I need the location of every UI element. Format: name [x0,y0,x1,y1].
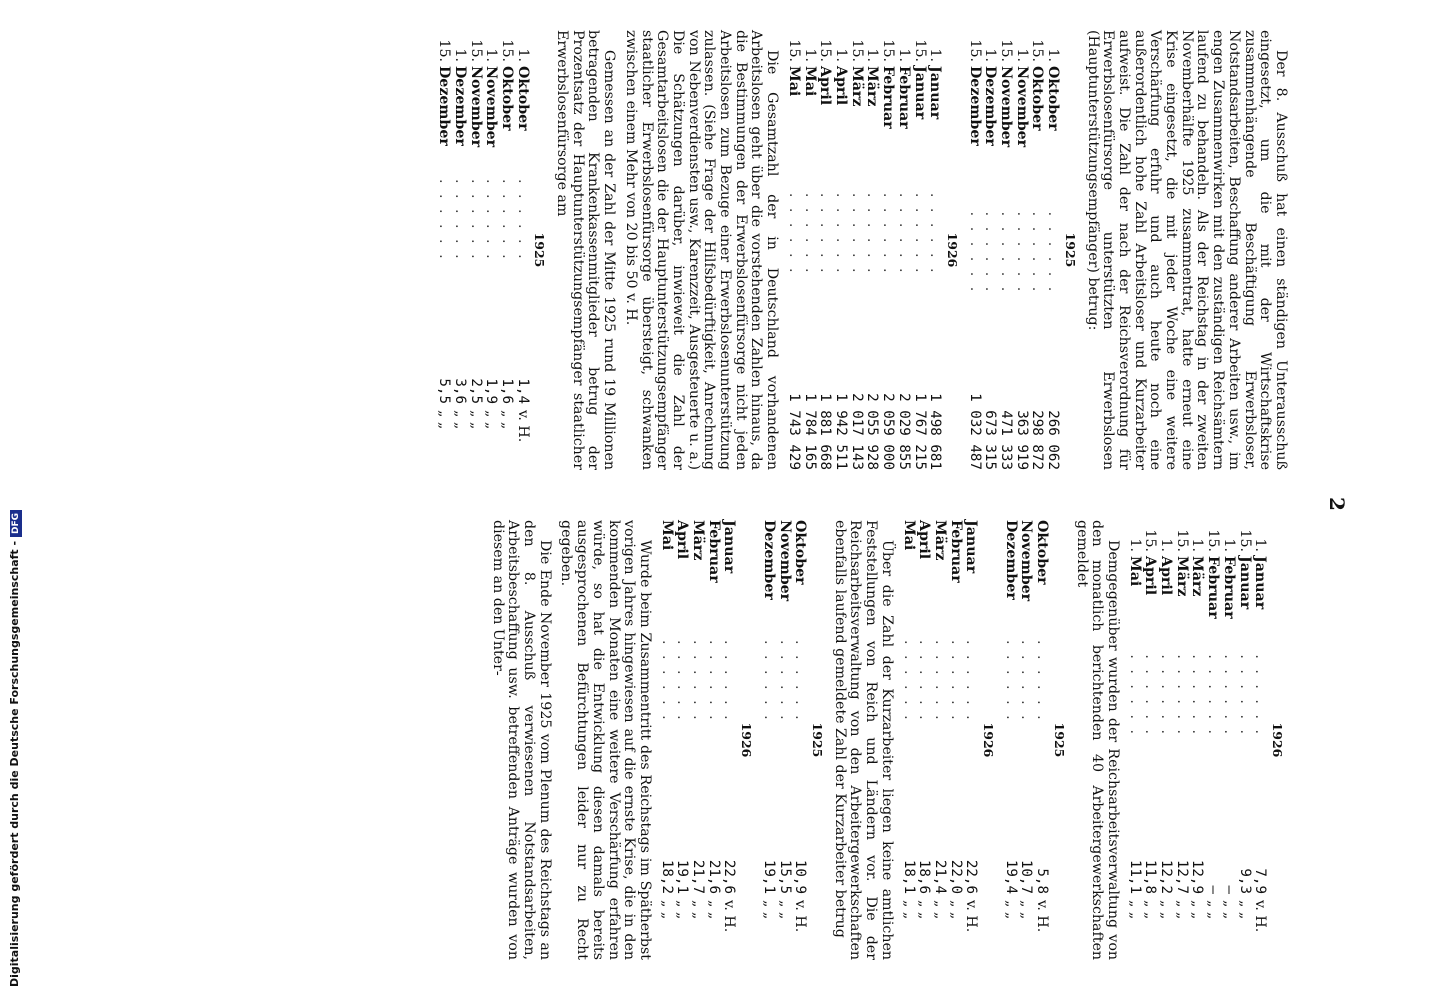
digitization-credit [8,512,22,987]
leader-dots: . . . . . . [467,178,484,262]
row-month: März [931,520,948,561]
row-unit: „ „ [436,410,453,430]
row-day: 1. [982,48,999,62]
row-month: April [1142,556,1159,596]
unemployed-table-1925 [966,30,1060,470]
row-month: November [483,66,500,148]
row-month: Oktober [1034,520,1051,585]
leader-dots: . . . . . . [1173,654,1190,737]
row-month: November [467,66,484,148]
row-value: 2 059 000 [880,393,897,470]
table-row [1018,520,1034,960]
year-heading: 1926 [944,232,960,268]
table-row [927,30,943,470]
leader-dots: . . . . . . [1018,640,1035,723]
left-column [429,30,1288,470]
table-row [997,30,1013,470]
leader-dots: . . . . . . [690,640,707,723]
row-value: 11,1 [1126,859,1143,894]
table-row [721,520,737,960]
page-number: 2 [1325,497,1349,511]
table-row [801,30,817,470]
row-unit: „ „ [1205,900,1222,920]
leader-dots: . . . . . . [947,640,964,723]
row-day: 15. [467,39,484,62]
row-value: 21,4 [931,859,948,894]
row-month: Februar [705,520,722,583]
table-row [1029,30,1045,470]
leader-dots: . . . . . . [1013,211,1030,295]
row-value: 18,6 [916,859,933,894]
row-month: Oktober [1045,66,1062,131]
row-value: 12,7 [1173,859,1190,894]
row-value: — [1205,885,1222,894]
row-month: Februar [1205,556,1222,619]
leader-dots: . . . . . . [911,192,928,276]
row-month: Mai [1126,556,1143,587]
leader-dots: . . . . . . [848,192,865,276]
row-month: Februar [880,66,897,129]
leader-dots: . . . . . . [998,211,1015,295]
row-month: März [690,520,707,561]
leader-dots: . . . . . . [792,640,809,723]
row-unit: „ „ [947,900,964,920]
row-day: 1. [1220,538,1237,552]
leader-dots: . . . . . . [760,640,777,723]
leader-dots: . . . . . . [1029,211,1046,295]
table-row [1044,30,1060,470]
row-unit: „ „ [1126,900,1143,920]
row-value: 22,6 [963,859,980,894]
row-day: 15. [911,39,928,62]
committee-paragraph: Die Ende November 1925 vom Plenum des Reichstags an den 8. Ausschuß verwiesenen Notstandsarbeiten, Arbeitsbeschaffung usw. betreffenden Anträge wurden von diesem an den Unter- [489,520,553,960]
intro-paragraph: Der 8. Ausschuß hat einen ständigen Unterausschuß eingesetzt, um die mit der Wirtschaftskrise zusammenhängende Beschäftigung Erwerbsloser, Notstandsarbeiten, Beschaffung anderer Arbeiten usw., im engen Zusammenwirken mit den zuständigen Reichsämtern laufend zu behandeln. Als der Reichstag in der zweiten Novemberhälfte 1925 zusammentrat, hatte erneut eine Krise eingesetzt, die mit jeder Woche eine weitere Verschärfung erfuhr und auch heute noch eine außerordentlich hohe Zahl Arbeitsloser und Kurzarbeiter aufweist. Die Zahl der nach der Reichsverordnung für Erwerbslosenfürsorge unterstützten Erwerbslosen (Hauptunterstützungsempfänger) betrug: [1084,30,1289,470]
table-row [483,30,499,470]
leader-dots: . . . . . . [498,178,515,262]
leader-dots: . . . . . . [1126,654,1143,737]
row-month: Dezember [760,520,777,600]
table-row [817,30,833,470]
row-value: 1 942 511 [833,393,850,470]
row-day: 1. [483,48,500,62]
leader-dots: . . . . . . [776,640,793,723]
row-month: Januar [927,66,944,120]
row-day: 15. [817,39,834,62]
row-unit: „ „ [1002,900,1019,920]
row-value: 3,6 [451,378,468,404]
leader-dots: . . . . . . [880,192,897,276]
row-unit: v. H. [514,410,531,443]
row-month: Februar [947,520,964,583]
row-unit: „ „ [498,410,515,430]
row-day: 15. [436,39,453,62]
row-value: 19,1 [674,859,691,894]
total-unemployed-paragraph: Die Gesamtzahl der in Deutschland vorhandenen Arbeitslosen geht über die vorstehenden Zahlen hinaus, da die Bestimmungen der Erwerbslosenfürsorge nicht jeden Arbeitslosen zum Bezuge einer Erwerbslosenunterstützung zulassen. (Siehe Frage der Hilfsbedürftigkeit, Anrechnung von Nebenverdiensten usw., Karenzzeit, Ausgesteuerte u. a.) Die Schätzungen darüber, inwieweit die Zahl der Gesamtarbeitslosen die der Hauptunterstützungsempfänger staatlicher Erwerbslosenfürsorge übersteigt, schwanken zwischen einem Mehr von 20 bis 50 v. H. [622,30,781,470]
leader-dots: . . . . . . [785,192,802,276]
table-row [1252,520,1268,960]
row-value: 19,4 [1002,859,1019,894]
row-month: April [817,66,834,106]
short-time-paragraph: Über die Zahl der Kurzarbeiter liegen keine amtlichen Feststellungen von Reich und Ländern vor. Die der Reichsarbeitsverwaltung von den Arbeitergewerkschaften ebenfalls laufend gemeldete Zahl der Kurzarbeiter betrug [831,520,895,960]
row-day: 15. [966,39,983,62]
row-day: 1. [1126,538,1143,552]
table-row [674,520,690,960]
row-unit: v. H. [721,900,738,933]
row-day: 15. [998,39,1015,62]
row-value: 1 784 165 [801,393,818,470]
row-month: April [833,66,850,106]
row-month: Dezember [1002,520,1019,600]
year-heading: 1926 [981,722,997,758]
row-value: 12,2 [1158,859,1175,894]
table-row [832,30,848,470]
row-unit: „ „ [1018,900,1035,920]
table-row [879,30,895,470]
leader-dots: . . . . . . [900,640,917,723]
leader-dots: . . . . . . [916,640,933,723]
unions-table-1925 [1002,520,1049,960]
table-row [1189,520,1205,960]
row-value: 21,7 [690,859,707,894]
row-value: 5,8 [1034,868,1051,894]
row-month: Dezember [966,66,983,146]
table-row [1002,520,1018,960]
table-row [1142,520,1158,960]
row-day: 15. [1142,529,1159,552]
row-month: November [1013,66,1030,148]
leader-dots: . . . . . . [1002,640,1019,723]
row-unit: „ „ [690,900,707,920]
row-unit: v. H. [1252,900,1269,933]
leader-dots: . . . . . . [927,192,944,276]
row-month: November [776,520,793,602]
year-heading: 1925 [1062,232,1078,268]
row-day: 1. [1189,538,1206,552]
table-row [916,520,932,960]
row-month: Dezember [982,66,999,146]
row-month: Februar [1220,556,1237,619]
row-value: 15,5 [776,859,793,894]
row-month: April [1158,556,1175,596]
row-month: März [848,66,865,107]
row-unit: „ „ [705,900,722,920]
row-value: 1,6 [498,378,515,404]
row-unit: „ „ [776,900,793,920]
leader-dots: . . . . . . [1142,654,1159,737]
row-day: 15. [785,39,802,62]
row-value: 19,1 [760,859,777,894]
row-month: März [864,66,881,107]
row-day: 1. [895,48,912,62]
row-month: Januar [1252,556,1269,610]
row-value: 1,4 [514,378,531,404]
row-value: 1 881 668 [817,393,834,470]
row-unit: „ „ [483,410,500,430]
row-month: März [1189,556,1206,597]
table-row [895,30,911,470]
leader-dots: . . . . . . [674,640,691,723]
row-value: — [1220,885,1237,894]
row-value: 18,2 [658,859,675,894]
row-value: 2 055 928 [864,393,881,470]
row-value: 1 498 681 [927,393,944,470]
row-month: Dezember [451,66,468,146]
leader-dots: . . . . . . [705,640,722,723]
row-month: Januar [911,66,928,120]
table-row [514,30,530,470]
percent-table-1925 [435,30,529,470]
unions-table-1926 [900,520,979,960]
row-month: Januar [963,520,980,574]
leader-dots: . . . . . . [658,640,675,723]
row-day: 15. [848,39,865,62]
row-day: 1. [451,48,468,62]
year-heading: 1926 [739,722,755,758]
row-month: Oktober [514,66,531,131]
leader-dots: . . . . . . [931,640,948,723]
row-month: Oktober [792,520,809,585]
row-day: 15. [880,39,897,62]
leader-dots: . . . . . . [963,640,980,723]
row-month: März [1173,556,1190,597]
row-value: 673 315 [982,410,999,470]
leader-dots: . . . . . . [833,192,850,276]
row-value: 298 872 [1029,410,1046,470]
row-day: 15. [1205,529,1222,552]
table-row [963,520,979,960]
row-day: 1. [514,48,531,62]
row-value: 1 743 429 [785,393,802,470]
leader-dots: . . . . . . [1034,640,1051,723]
table-row [451,30,467,470]
leader-dots: . . . . . . [1252,654,1269,737]
leader-dots: . . . . . . [1205,654,1222,737]
crisis-paragraph: Wurde beim Zusammentritt des Reichstags im Spätherbst vorigen Jahres hingewiesen auf die ernste Krise, die in den kommenden Monaten eine weitere Verschärfung erfahren würde, so hat die Entwicklung diesen damals bereits ausgesprochenen Befürchtungen leider nur zu Recht gegeben. [558,520,653,960]
leader-dots: . . . . . . [436,178,453,262]
row-day: 1. [864,48,881,62]
table-row [467,30,483,470]
table-row [982,30,998,470]
table-row [658,520,674,960]
row-value: 2 017 143 [848,393,865,470]
leader-dots: . . . . . . [817,192,834,276]
row-unit: „ „ [674,900,691,920]
row-unit: v. H. [792,900,809,933]
row-day: 15. [1173,529,1190,552]
row-unit: v. H. [963,900,980,933]
table-row [947,520,963,960]
row-unit: „ „ [1158,900,1175,920]
row-day: 1. [801,48,818,62]
leader-dots: . . . . . . [982,211,999,295]
row-unit: „ „ [900,900,917,920]
table-row [792,520,808,960]
leader-dots: . . . . . . [895,192,912,276]
row-unit: „ „ [1236,900,1253,920]
row-value: 7,9 [1252,868,1269,894]
table-row [1033,520,1049,960]
row-value: 21,6 [705,859,722,894]
row-unit: „ „ [451,410,468,430]
row-value: 1,9 [483,378,500,404]
row-value: 266 062 [1045,410,1062,470]
leader-dots: . . . . . . [1189,654,1206,737]
row-day: 1. [1013,48,1030,62]
row-day: 1. [1158,538,1175,552]
row-value: 363 919 [1013,410,1030,470]
table-row [1013,30,1029,470]
row-value: 18,1 [900,859,917,894]
table-row [1157,520,1173,960]
leader-dots: . . . . . . [1236,654,1253,737]
percent-table-1926 [1126,520,1267,960]
row-value: 471 333 [998,410,1015,470]
row-month: Mai [801,66,818,97]
row-month: Dezember [436,66,453,146]
table-row [931,520,947,960]
row-value: 1 767 215 [911,393,928,470]
row-unit: „ „ [658,900,675,920]
leader-dots: . . . . . . [1220,654,1237,737]
row-unit: „ „ [467,410,484,430]
table-row [966,30,982,470]
row-month: Februar [895,66,912,129]
year-heading: 1925 [810,722,826,758]
percentage-paragraph: Gemessen an der Zahl der Mitte 1925 rund 19 Millionen betragenden Krankenkassenmitglieder betrug der Prozentsatz der Hauptunterstützungsempfänger staatlicher Erwerbslosenfürsorge am [554,30,618,470]
leader-dots: . . . . . . [1158,654,1175,737]
row-unit: „ „ [1220,900,1237,920]
row-month: Januar [1236,556,1253,610]
row-month: Mai [900,520,917,551]
row-value: 22,6 [721,859,738,894]
unemployed-table-1926 [785,30,942,470]
row-unit: „ „ [1173,900,1190,920]
row-month: Oktober [1029,66,1046,131]
table-row [776,520,792,960]
row-unit: v. H. [1034,900,1051,933]
table-row [864,30,880,470]
leader-dots: . . . . . . [514,178,531,262]
table-row [1204,520,1220,960]
row-unit: „ „ [1142,900,1159,920]
table-row [689,520,705,960]
table-row [705,520,721,960]
right-column [483,520,1288,960]
table-row [785,30,801,470]
row-value: 10,7 [1018,859,1035,894]
table-row [1126,520,1142,960]
leader-dots: . . . . . . [483,178,500,262]
row-value: 1 032 487 [966,393,983,470]
table-row [1173,520,1189,960]
row-month: November [998,66,1015,148]
dfg-logo: DFG [10,510,22,537]
table-row [1236,520,1252,960]
row-month: Oktober [498,66,515,131]
row-value: 5,5 [436,378,453,404]
row-value: 2,5 [467,378,484,404]
table-row [1220,520,1236,960]
unions-paragraph: Demgegenüber wurden der Reichsarbeitsverwaltung von den monatlich berichtenden 40 Arbeitergewerkschaften gemeldet [1073,520,1121,960]
table-row [848,30,864,470]
row-month: Mai [658,520,675,551]
leader-dots: . . . . . . [451,178,468,262]
row-day: 15. [498,39,515,62]
row-day: 15. [1236,529,1253,552]
table-row [435,30,451,470]
leader-dots: . . . . . . [966,211,983,295]
row-month: November [1018,520,1035,602]
row-month: April [674,520,691,560]
credit-text: Digitalisierung gefördert durch die Deutsche Forschungsgemeinschaft - [8,540,21,987]
year-heading: 1925 [532,232,548,268]
row-value: 22,0 [947,859,964,894]
table-row [498,30,514,470]
year-heading: 1926 [1270,722,1285,758]
row-day: 1. [1045,48,1062,62]
table-row [911,30,927,470]
row-unit: „ „ [931,900,948,920]
row-value: 12,9 [1189,859,1206,894]
leader-dots: . . . . . . [1045,211,1062,295]
leader-dots: . . . . . . [864,192,881,276]
row-value: 11,8 [1142,859,1159,894]
row-month: April [916,520,933,560]
row-day: 1. [833,48,850,62]
row-month: Mai [785,66,802,97]
row-value: 9,3 [1236,868,1253,894]
row-day: 1. [1252,538,1269,552]
short-time-table-1926 [658,520,737,960]
row-unit: „ „ [1189,900,1206,920]
row-day: 15. [1029,39,1046,62]
row-unit: „ „ [916,900,933,920]
row-month: Januar [721,520,738,574]
leader-dots: . . . . . . [721,640,738,723]
short-time-table-1925 [760,520,807,960]
year-heading: 1925 [1051,722,1067,758]
table-row [900,520,916,960]
row-value: 2 029 855 [895,393,912,470]
table-row [760,520,776,960]
row-day: 1. [927,48,944,62]
row-value: 10,9 [792,859,809,894]
leader-dots: . . . . . . [801,192,818,276]
row-unit: „ „ [760,900,777,920]
